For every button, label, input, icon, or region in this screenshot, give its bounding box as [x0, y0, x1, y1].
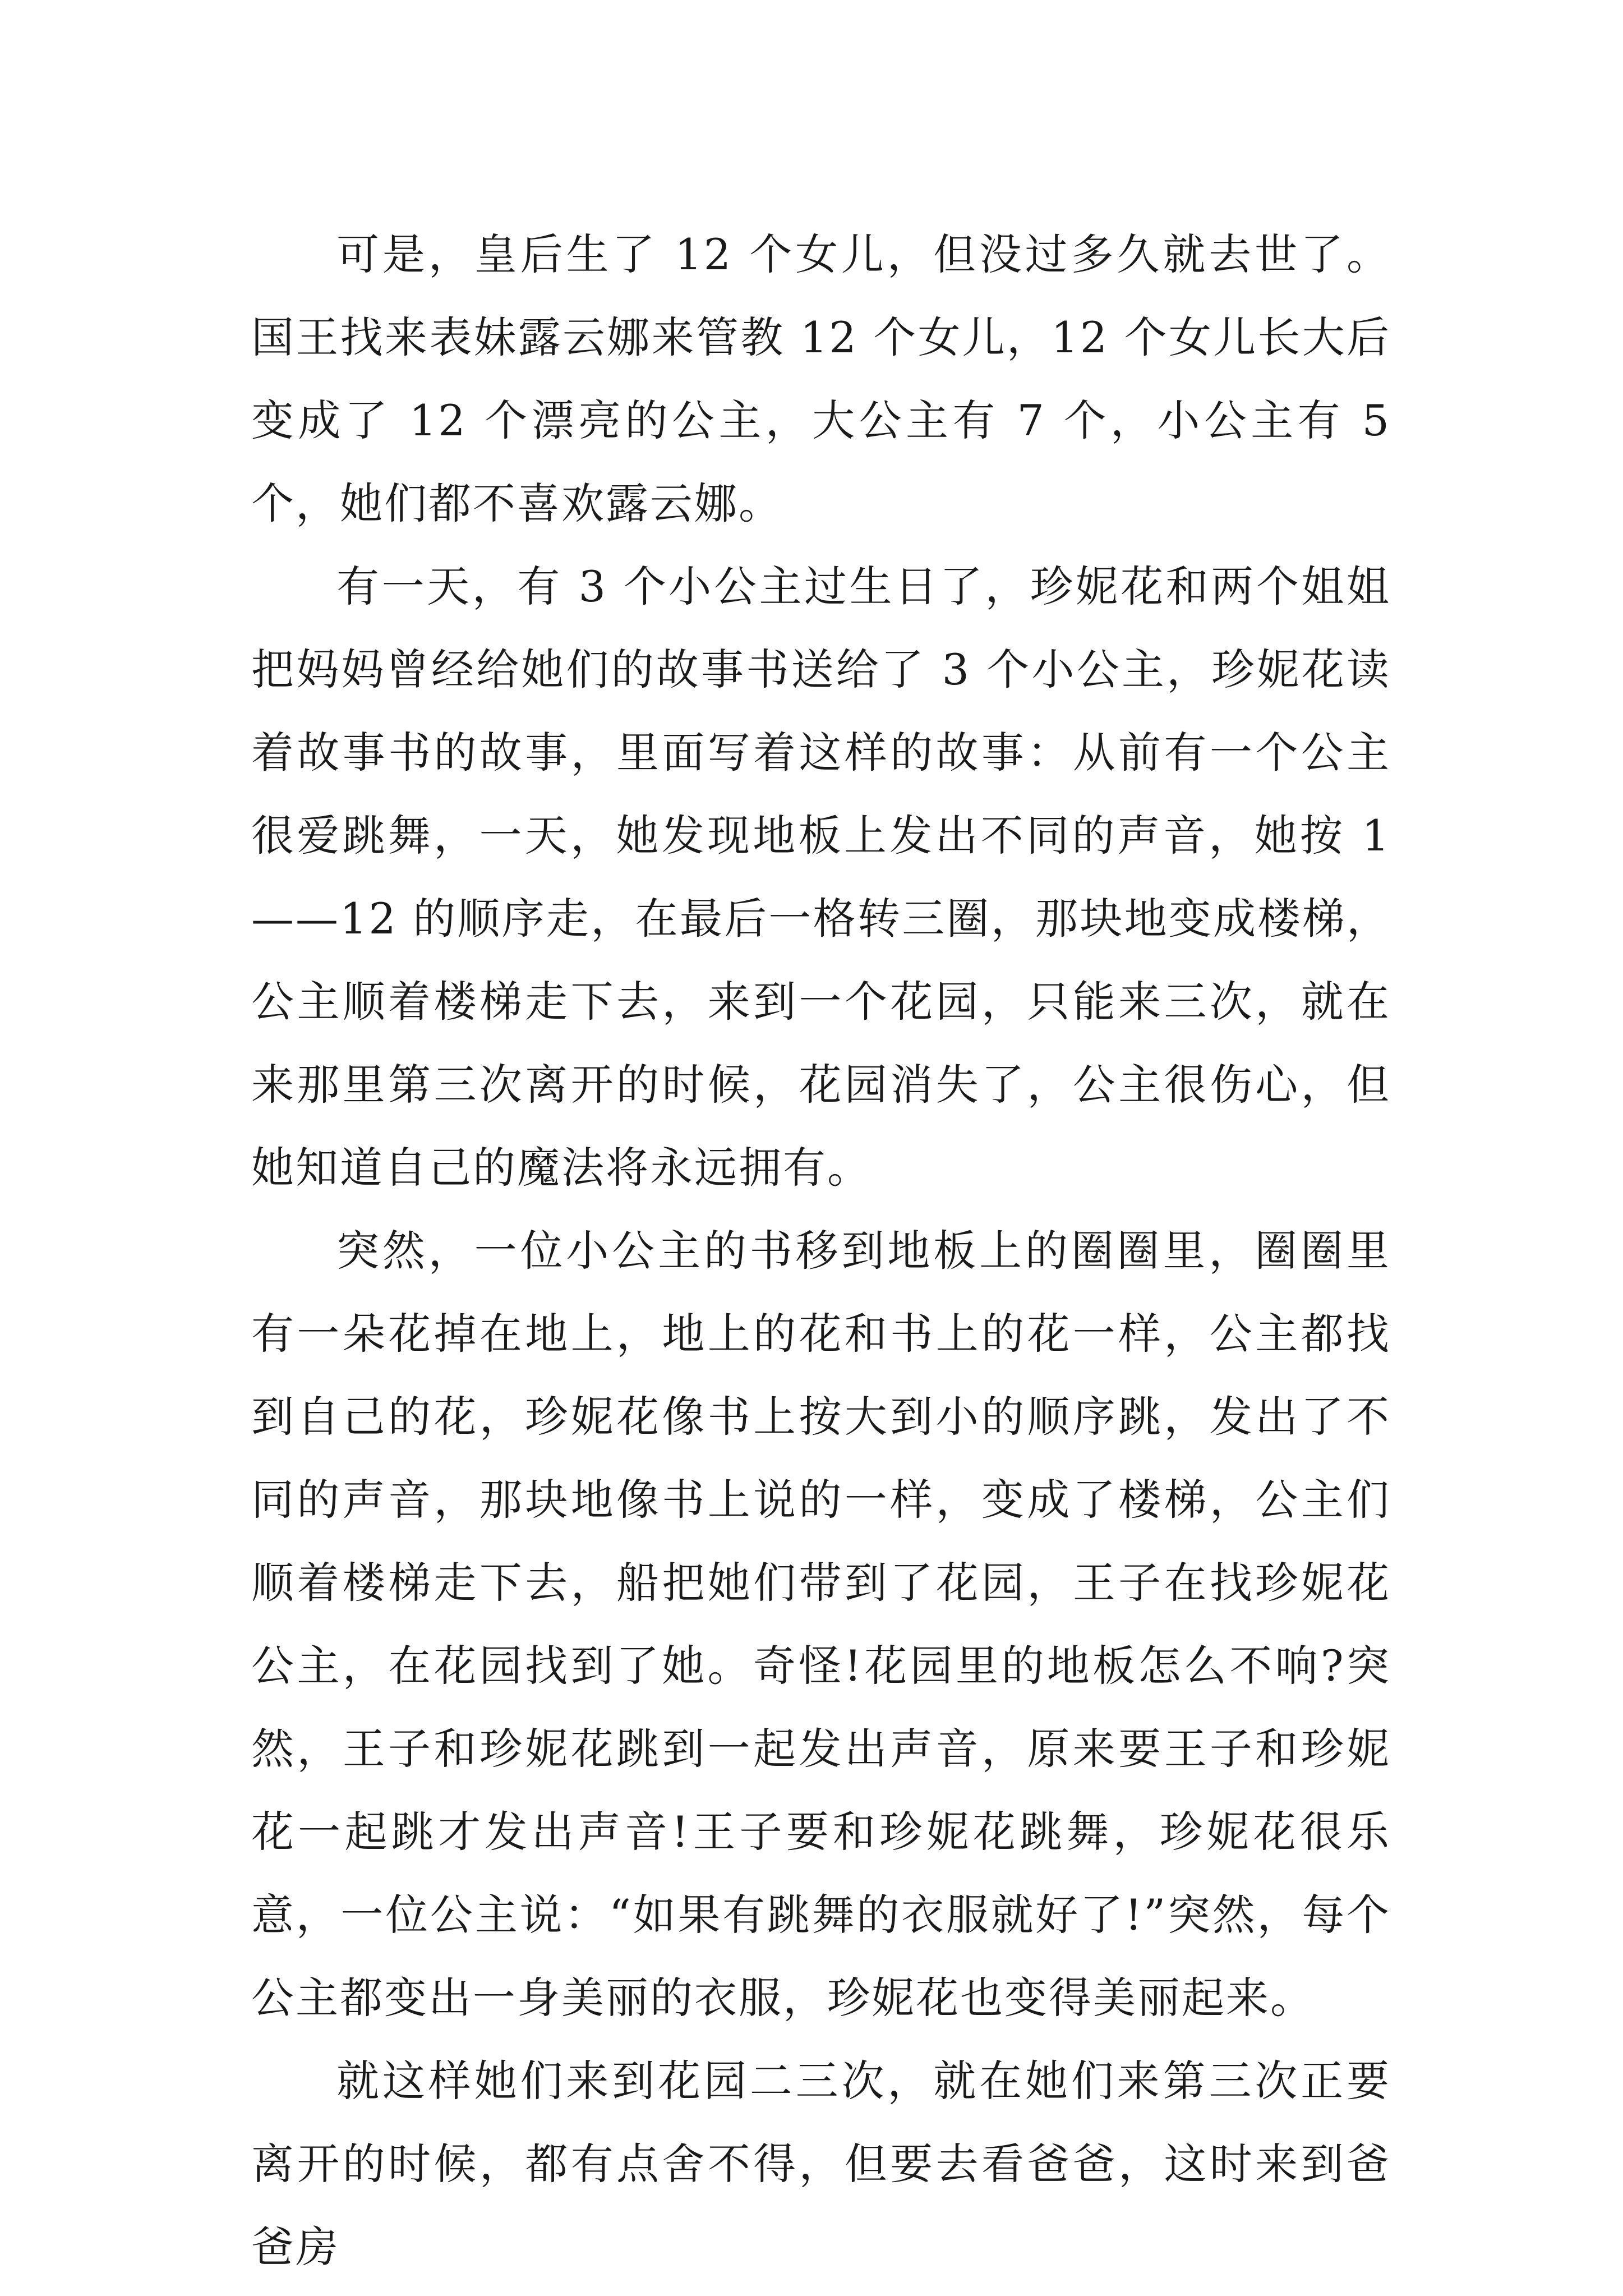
paragraph-3: 突然，一位小公主的书移到地板上的圈圈里，圈圈里有一朵花掉在地上，地上的花和书上的花一样，公主都找到自己的花，珍妮花像书上按大到小的顺序跳，发出了不同的声音，那块地像书上说的一样，变成了楼梯，公主们顺着楼梯走下去，船把她们带到了花园，王子在找珍妮花公主，在花园找到了她。奇怪!花园里的地板怎么不响?突然，王子和珍妮花跳到一起发出声音，原来要王子和珍妮花一起跳才发出声音!王子要和珍妮花跳舞，珍妮花很乐意，一位公主说：“如果有跳舞的衣服就好了!”突然，每个公主都变出一身美丽的衣服，珍妮花也变得美丽起来。	[251, 1226, 1391, 2023]
paragraph-1: 可是，皇后生了 12 个女儿，但没过多久就去世了。国王找来表妹露云娜来管教 12 个女儿，12 个女儿长大后变成了 12 个漂亮的公主，大公主有 7 个，小公主有 5 个，她们都不喜欢露云娜。	[251, 229, 1391, 528]
paragraph-2: 有一天，有 3 个小公主过生日了，珍妮花和两个姐姐把妈妈曾经给她们的故事书送给了 3 个小公主，珍妮花读着故事书的故事，里面写着这样的故事：从前有一个公主很爱跳舞，一天，她发现地板上发出不同的声音，她按 1——12 的顺序走，在最后一格转三圈，那块地变成楼梯，公主顺着楼梯走下去，来到一个花园，只能来三次，就在来那里第三次离开的时候，花园消失了，公主很伤心，但她知道自己的魔法将永远拥有。	[251, 562, 1391, 1193]
story-text	[251, 213, 1391, 2289]
paragraph-4: 就这样她们来到花园二三次，就在她们来第三次正要离开的时候，都有点舍不得，但要去看爸爸，这时来到爸爸房	[251, 2056, 1391, 2272]
